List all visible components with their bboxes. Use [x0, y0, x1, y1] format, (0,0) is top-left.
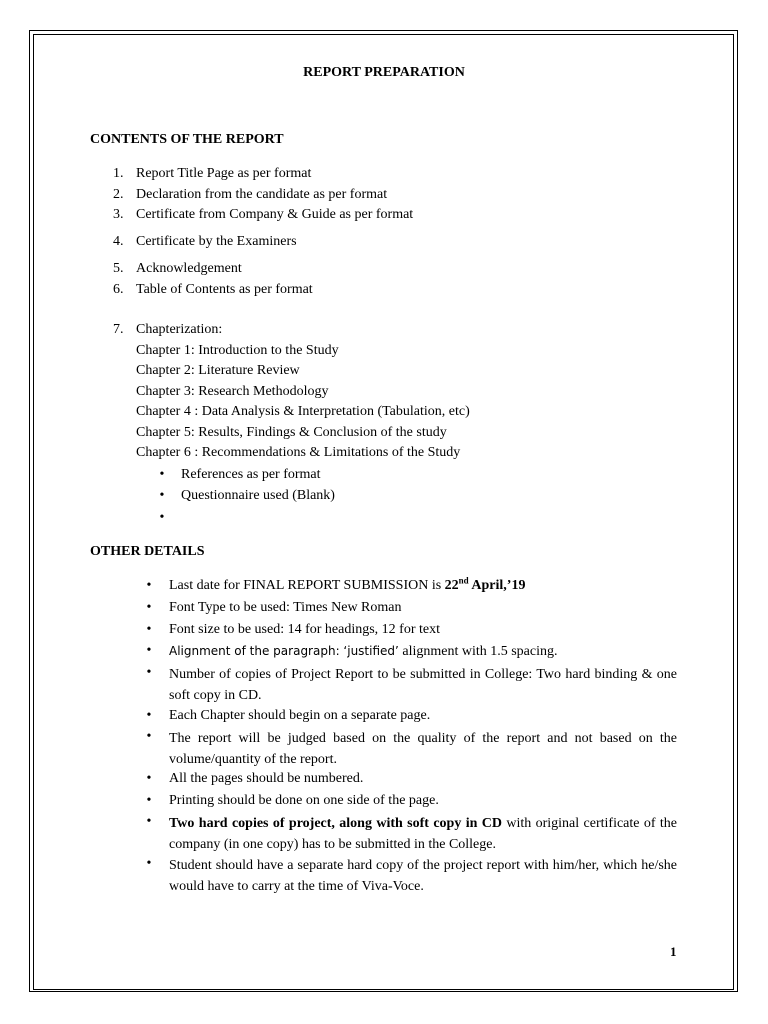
copies-line: Number of copies of Project Report to be submitted in College: Two hard binding & one soft copy in CD. [169, 667, 677, 703]
bullet-icon: • [146, 771, 152, 786]
hard-copies-bold: Two hard copies of project, along with soft copy in CD [169, 816, 502, 831]
list-number: 6. [113, 282, 124, 297]
bullet-icon: • [146, 622, 152, 637]
chapter-page-line: Each Chapter should begin on a separate page. [169, 708, 431, 723]
contents-heading: CONTENTS OF THE REPORT [90, 132, 284, 147]
list-item: Table of Contents as per format [136, 282, 313, 297]
bullet-icon: • [146, 793, 152, 808]
list-number: 2. [113, 187, 124, 202]
font-type-line: Font Type to be used: Times New Roman [169, 600, 402, 615]
chapter-line: Chapter 3: Research Methodology [136, 384, 329, 399]
list-item: Certificate by the Examiners [136, 234, 297, 249]
bullet-icon: • [146, 708, 152, 723]
chapter-line: Chapter 6 : Recommendations & Limitations of the Study [136, 445, 461, 460]
list-number: 7. [113, 322, 124, 337]
font-size-line: Font size to be used: 14 for headings, 12 for text [169, 622, 441, 637]
hard-copies-line [169, 813, 677, 855]
printing-line: Printing should be done on one side of the page. [169, 793, 439, 808]
bullet-icon: • [146, 729, 152, 744]
last-date-suffix: nd [458, 575, 469, 586]
other-details-heading: OTHER DETAILS [90, 544, 205, 559]
list-number: 1. [113, 166, 124, 181]
page-number: 1 [670, 944, 677, 959]
alignment-line [169, 642, 558, 661]
judged-line: The report will be judged based on the quality of the report and not based on the volume/quantity of the report. [169, 731, 677, 767]
list-item: References as per format [181, 467, 321, 482]
bullet-icon: • [159, 488, 165, 503]
list-item: Chapterization: [136, 322, 223, 337]
last-date-month: April,’ [468, 578, 512, 593]
chapter-line: Chapter 5: Results, Findings & Conclusion of the study [136, 425, 447, 440]
bullet-icon: • [159, 467, 165, 482]
chapter-line: Chapter 2: Literature Review [136, 363, 300, 378]
bullet-icon: • [146, 600, 152, 615]
hard-copies-rest: with original certificate of the company (in one copy) has to be submitted in the College. [169, 816, 678, 852]
list-number: 3. [113, 207, 124, 222]
bullet-icon: • [146, 814, 152, 829]
list-number: 5. [113, 261, 124, 276]
bullet-icon: • [159, 510, 165, 525]
last-date-day: 22 [444, 578, 459, 593]
last-date-year: 19 [511, 578, 526, 593]
last-date-prefix: Last date for FINAL REPORT SUBMISSION is [169, 578, 445, 593]
list-item: Questionnaire used (Blank) [181, 488, 335, 503]
list-item: Certificate from Company & Guide as per format [136, 207, 414, 222]
alignment-prefix: Alignment of the paragraph: ‘justified’ [169, 644, 399, 658]
numbered-line: All the pages should be numbered. [169, 771, 364, 786]
last-date-line [169, 577, 525, 595]
bullet-icon: • [146, 665, 152, 680]
bullet-icon: • [146, 643, 152, 658]
chapter-line: Chapter 4 : Data Analysis & Interpretation (Tabulation, etc) [136, 404, 470, 419]
chapter-line: Chapter 1: Introduction to the Study [136, 343, 339, 358]
bullet-icon: • [146, 856, 152, 871]
list-item: Acknowledgement [136, 261, 242, 276]
document-title: REPORT PREPARATION [303, 65, 465, 80]
alignment-suffix: alignment with 1.5 spacing. [398, 644, 558, 659]
viva-line: Student should have a separate hard copy of the project report with him/her, which he/she would have to carry at the time of Viva-Voce. [169, 858, 677, 894]
list-number: 4. [113, 234, 124, 249]
bullet-icon: • [146, 578, 152, 593]
list-item: Report Title Page as per format [136, 166, 312, 181]
list-item: Declaration from the candidate as per format [136, 187, 388, 202]
